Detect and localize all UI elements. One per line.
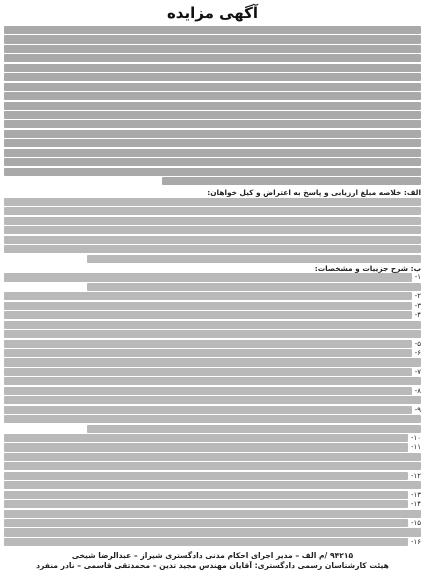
details-heading: ب: شرح جزییات و مشخصات: bbox=[314, 263, 421, 273]
text-line bbox=[4, 207, 421, 215]
text-line bbox=[4, 358, 421, 366]
text-line bbox=[4, 396, 421, 404]
text-line bbox=[4, 226, 421, 234]
text-line bbox=[4, 111, 421, 119]
text-line bbox=[87, 283, 421, 291]
notice-title: آگهی مزایده bbox=[166, 4, 259, 22]
intro-paragraph bbox=[4, 26, 421, 185]
list-item: ۱۴- bbox=[4, 500, 421, 509]
text-line bbox=[87, 255, 421, 263]
text-line bbox=[4, 83, 421, 91]
text-line bbox=[4, 462, 421, 470]
text-line bbox=[4, 311, 412, 319]
list-item: ۲- bbox=[4, 292, 421, 301]
text-line bbox=[4, 168, 421, 176]
text-line bbox=[4, 340, 412, 348]
list-item: ۱۵- bbox=[4, 519, 421, 528]
list-item: ۱۳- bbox=[4, 491, 421, 500]
list-item: ۱- bbox=[4, 273, 421, 282]
text-line bbox=[4, 321, 421, 329]
text-line bbox=[4, 149, 421, 157]
text-line bbox=[4, 35, 421, 43]
text-line bbox=[4, 387, 412, 395]
text-line bbox=[4, 330, 421, 338]
list-item: ۱۲- bbox=[4, 472, 421, 481]
text-line bbox=[4, 377, 421, 385]
list-item: ۳- bbox=[4, 302, 421, 311]
text-line bbox=[4, 519, 408, 527]
text-line bbox=[4, 236, 421, 244]
list-item: ۷- bbox=[4, 368, 421, 377]
text-line bbox=[4, 54, 421, 62]
details-list bbox=[4, 273, 421, 547]
text-line bbox=[4, 92, 421, 100]
text-line bbox=[4, 245, 421, 253]
text-line bbox=[4, 368, 412, 376]
experts-line: هیئت کارشناسان رسمی دادگستری: آقایان مهندس مجید تدین – محمدتقی قاسمی – نادر منفرد bbox=[36, 561, 389, 570]
text-line bbox=[4, 528, 421, 536]
text-line bbox=[4, 26, 421, 34]
list-item: ۶- bbox=[4, 349, 421, 358]
text-line bbox=[4, 45, 421, 53]
text-line bbox=[4, 349, 412, 357]
text-line bbox=[162, 177, 421, 185]
text-line bbox=[4, 64, 421, 72]
text-line bbox=[4, 538, 408, 546]
text-line bbox=[4, 472, 408, 480]
list-item: ۴- bbox=[4, 311, 421, 320]
auction-notice bbox=[4, 3, 421, 573]
text-line bbox=[4, 292, 412, 300]
text-line bbox=[4, 500, 408, 508]
text-line bbox=[4, 198, 421, 206]
list-item: ۱۰- bbox=[4, 434, 421, 443]
summary-heading: الف: خلاصه مبلغ ارزیابی و پاسخ به اعتراض و کیل خواهان: bbox=[207, 188, 421, 198]
text-line bbox=[4, 453, 421, 461]
text-line bbox=[4, 139, 421, 147]
text-line bbox=[4, 434, 408, 442]
text-line bbox=[4, 120, 421, 128]
text-line bbox=[4, 481, 421, 489]
list-item: ۸- bbox=[4, 387, 421, 396]
signature-line: ۹۴۲۱۵ /م الف – مدیر اجرای احکام مدنی دادگستری شیراز – عبدالرضا شیخی bbox=[71, 551, 354, 560]
text-line bbox=[4, 217, 421, 225]
text-line bbox=[4, 415, 421, 423]
text-line bbox=[4, 130, 421, 138]
text-line bbox=[4, 510, 421, 518]
text-line bbox=[4, 73, 421, 81]
text-line bbox=[4, 443, 408, 451]
text-line bbox=[4, 406, 412, 414]
text-line bbox=[4, 273, 412, 281]
text-line bbox=[87, 425, 421, 433]
notice-footer bbox=[4, 551, 421, 571]
text-line bbox=[4, 491, 408, 499]
list-item: ۱۶- bbox=[4, 538, 421, 547]
text-line bbox=[4, 102, 421, 110]
list-item: ۵- bbox=[4, 340, 421, 349]
text-line bbox=[4, 158, 421, 166]
list-item: ۱۱- bbox=[4, 443, 421, 452]
summary-paragraph bbox=[4, 198, 421, 263]
list-item: ۹- bbox=[4, 406, 421, 415]
text-line bbox=[4, 302, 412, 310]
